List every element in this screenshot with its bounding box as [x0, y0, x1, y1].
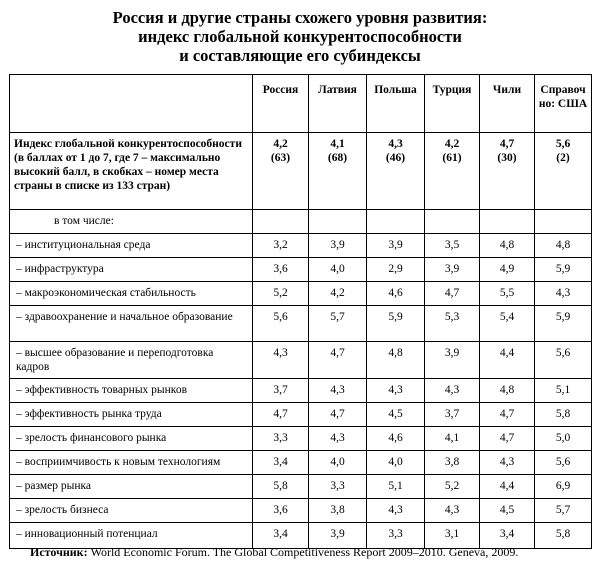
value-cell: 4,8	[480, 234, 535, 258]
index-score: 5,6	[555, 138, 571, 150]
value-cell: 3,4	[253, 451, 309, 475]
table-row	[10, 451, 592, 475]
subheader-label: в том числе:	[10, 210, 253, 234]
column-header: Россия	[253, 75, 309, 133]
value-cell: 4,6	[367, 282, 425, 306]
column-header: Турция	[425, 75, 480, 133]
value-cell: 4,3	[535, 282, 592, 306]
index-row	[10, 133, 592, 210]
value-cell: 5,5	[480, 282, 535, 306]
value-cell: 2,9	[367, 258, 425, 282]
table-row	[10, 342, 592, 379]
value-cell: 4,7	[309, 403, 367, 427]
index-cell	[425, 133, 480, 210]
index-score: 4,3	[388, 138, 403, 150]
value-cell: 3,9	[309, 523, 367, 549]
value-cell: 5,6	[253, 306, 309, 342]
value-cell: 5,2	[253, 282, 309, 306]
value-cell: 3,1	[425, 523, 480, 549]
value-cell: 4,6	[367, 427, 425, 451]
value-cell: 3,6	[253, 258, 309, 282]
value-cell: 6,9	[535, 475, 592, 499]
value-cell: 5,8	[253, 475, 309, 499]
value-cell: 3,3	[367, 523, 425, 549]
index-rank: (63)	[270, 152, 291, 164]
index-rank: (30)	[497, 152, 517, 164]
value-cell: 4,8	[480, 379, 535, 403]
header-corner	[10, 75, 253, 133]
value-cell: 5,6	[535, 342, 592, 379]
value-cell: 4,7	[480, 403, 535, 427]
value-cell: 3,8	[425, 451, 480, 475]
value-cell: 4,8	[535, 234, 592, 258]
value-cell: 4,5	[367, 403, 425, 427]
value-cell: 4,0	[309, 451, 367, 475]
row-label: – зрелость бизнеса	[10, 499, 253, 523]
value-cell: 4,3	[309, 379, 367, 403]
value-cell: 3,7	[425, 403, 480, 427]
value-cell: 3,6	[253, 499, 309, 523]
value-cell: 5,9	[535, 306, 592, 342]
value-cell: 4,1	[425, 427, 480, 451]
table-row	[10, 258, 592, 282]
value-cell: 5,8	[535, 403, 592, 427]
table-row	[10, 282, 592, 306]
value-cell: 4,0	[309, 258, 367, 282]
value-cell: 4,3	[309, 427, 367, 451]
subheader-row	[10, 210, 592, 234]
row-label: – восприимчивость к новым технологиям	[10, 451, 253, 475]
row-label: – макроэкономическая стабильность	[10, 282, 253, 306]
index-cell	[480, 133, 535, 210]
value-cell: 5,3	[425, 306, 480, 342]
value-cell: 4,7	[425, 282, 480, 306]
table-row	[10, 475, 592, 499]
value-cell: 3,4	[480, 523, 535, 549]
title-line-1: Россия и другие страны схожего уровня развития:	[112, 8, 488, 27]
value-cell: 4,8	[367, 342, 425, 379]
value-cell: 4,9	[480, 258, 535, 282]
header-row	[10, 75, 592, 133]
index-row-label: Индекс глобальной конкурентоспособности (в баллах от 1 до 7, где 7 – максимально высокий балл, в скобках – номер места страны в списке из 133 стран)	[10, 133, 253, 210]
table-row	[10, 403, 592, 427]
index-score: 4,2	[444, 138, 460, 150]
row-label: – эффективность рынка труда	[10, 403, 253, 427]
value-cell: 4,2	[309, 282, 367, 306]
column-header-usa: Справоч но: США	[535, 75, 592, 133]
row-label: – эффективность товарных рынков	[10, 379, 253, 403]
value-cell: 3,5	[425, 234, 480, 258]
row-label: – размер рынка	[10, 475, 253, 499]
table-row	[10, 234, 592, 258]
table-row	[10, 306, 592, 342]
value-cell: 5,8	[535, 523, 592, 549]
title-line-2: индекс глобальной конкурентоспособности	[138, 27, 462, 46]
row-label: – институциональная среда	[10, 234, 253, 258]
index-score: 4,2	[273, 138, 288, 150]
index-rank: (2)	[556, 152, 570, 164]
value-cell: 5,4	[480, 306, 535, 342]
value-cell: 3,2	[253, 234, 309, 258]
column-header: Чили	[480, 75, 535, 133]
value-cell: 3,9	[309, 234, 367, 258]
column-header: Латвия	[309, 75, 367, 133]
value-cell: 5,9	[535, 258, 592, 282]
row-label: – зрелость финансового рынка	[10, 427, 253, 451]
value-cell: 5,7	[535, 499, 592, 523]
value-cell: 5,0	[535, 427, 592, 451]
value-cell: 4,7	[309, 342, 367, 379]
value-cell: 5,9	[367, 306, 425, 342]
value-cell: 3,3	[253, 427, 309, 451]
value-cell: 3,4	[253, 523, 309, 549]
row-label: – здравоохранение и начальное образование	[10, 306, 253, 342]
value-cell: 4,3	[425, 379, 480, 403]
source-note	[30, 545, 518, 560]
value-cell: 4,3	[367, 379, 425, 403]
value-cell: 3,9	[425, 258, 480, 282]
value-cell: 4,3	[480, 451, 535, 475]
index-cell	[535, 133, 592, 210]
value-cell: 4,7	[253, 403, 309, 427]
table-row	[10, 499, 592, 523]
index-score: 4,1	[330, 138, 345, 150]
index-cell	[309, 133, 367, 210]
value-cell: 5,2	[425, 475, 480, 499]
index-score: 4,7	[499, 138, 515, 150]
row-label: – инновационный потенциал	[10, 523, 253, 549]
value-cell: 3,7	[253, 379, 309, 403]
value-cell: 5,1	[367, 475, 425, 499]
table-row	[10, 379, 592, 403]
source-text: World Economic Forum. The Global Competitiveness Report 2009–2010. Geneva, 2009.	[87, 545, 519, 559]
value-cell: 3,9	[367, 234, 425, 258]
value-cell: 3,3	[309, 475, 367, 499]
value-cell: 4,0	[367, 451, 425, 475]
value-cell: 3,8	[309, 499, 367, 523]
index-rank: (46)	[385, 152, 406, 164]
value-cell: 4,3	[425, 499, 480, 523]
value-cell: 4,3	[253, 342, 309, 379]
index-rank: (61)	[442, 152, 462, 164]
value-cell: 3,9	[425, 342, 480, 379]
value-cell: 4,4	[480, 342, 535, 379]
title-line-3: и составляющие его субиндексы	[179, 46, 421, 65]
value-cell: 5,1	[535, 379, 592, 403]
row-label: – высшее образование и переподготовка кадров	[10, 342, 253, 379]
row-label: – инфраструктура	[10, 258, 253, 282]
index-rank: (68)	[327, 152, 348, 164]
table-row	[10, 427, 592, 451]
value-cell: 4,3	[367, 499, 425, 523]
column-header: Польша	[367, 75, 425, 133]
index-cell	[367, 133, 425, 210]
value-cell: 5,7	[309, 306, 367, 342]
value-cell: 4,5	[480, 499, 535, 523]
document-title	[0, 8, 600, 65]
source-label: Источник:	[30, 545, 88, 559]
index-cell	[253, 133, 309, 210]
value-cell: 4,7	[480, 427, 535, 451]
value-cell: 4,4	[480, 475, 535, 499]
value-cell: 5,6	[535, 451, 592, 475]
competitiveness-table	[9, 74, 592, 549]
